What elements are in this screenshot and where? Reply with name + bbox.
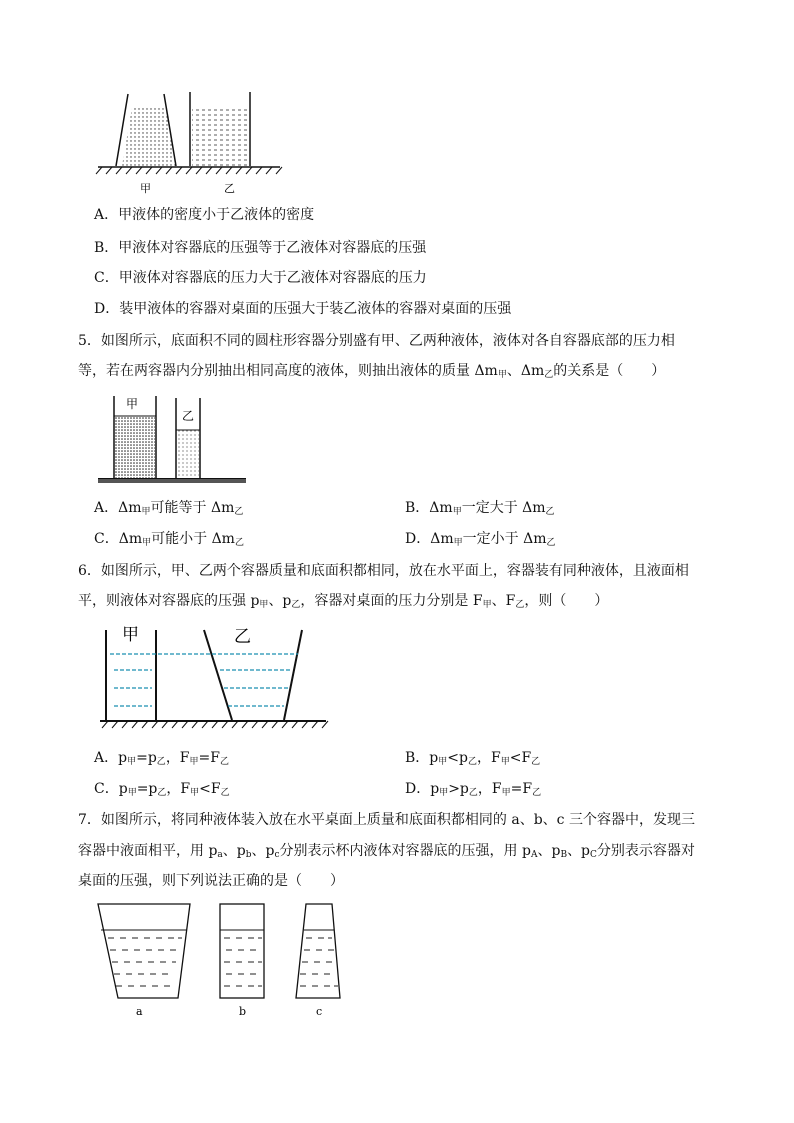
q6-figure: [98, 620, 330, 738]
q5-container-jia-liquid: [115, 416, 155, 478]
q5-option-d: D．$\Delta m_甲$一定小于 $\Delta m_乙$: [405, 531, 556, 548]
q5-container-yi-liquid: [177, 430, 199, 478]
q5-option-c: C．$\Delta m_甲$可能小于 $\Delta m_乙$: [94, 531, 244, 548]
q4-container-yi-liquid: [192, 106, 248, 166]
q6-label-jia: 甲: [122, 625, 139, 645]
q4-option-c: C．甲液体对容器底的压力大于乙液体对容器底的压力: [94, 270, 427, 286]
q6-option-d: D．$p_甲>p_乙$，$F_甲=F_乙$: [405, 781, 542, 798]
q4-figure: [94, 88, 284, 198]
q5-label-yi: 乙: [182, 409, 195, 423]
q6-text-line2: 平，则液体对容器底的压强 $p_甲$、$p_乙$，容器对桌面的压力分别是 $F_甲$、$F_乙$，则（ ）: [78, 593, 609, 610]
q7-container-c: [296, 904, 340, 998]
q7-container-b: [220, 904, 264, 998]
q6-option-b: B．$p_甲<p_乙$，$F_甲<F_乙$: [405, 750, 541, 767]
q6-label-yi: 乙: [234, 627, 251, 647]
q6-container-yi: [204, 630, 232, 720]
q7-text-line3: 桌面的压强，则下列说法正确的是（ ）: [78, 873, 344, 889]
q6-option-c: C．$p_甲=p_乙$，$F_甲<F_乙$: [94, 781, 230, 798]
q5-text-line1: 5．如图所示，底面积不同的圆柱形容器分别盛有甲、乙两种液体，液体对各自容器底部的压力相: [78, 333, 675, 349]
q7-figure: [94, 900, 354, 1025]
q6-text-line1: 6．如图所示，甲、乙两个容器质量和底面积都相同，放在水平面上，容器装有同种液体，且液面相: [78, 563, 689, 579]
q7-label-a: a: [136, 1005, 143, 1018]
q7-label-c: c: [316, 1005, 323, 1018]
q4-option-a: A．甲液体的密度小于乙液体的密度: [94, 207, 315, 223]
q5-figure: [94, 390, 254, 490]
q4-option-b: B．甲液体对容器底的压强等于乙液体对容器底的压强: [94, 240, 427, 256]
q5-option-b: B．$\Delta m_甲$一定大于 $\Delta m_乙$: [405, 500, 555, 517]
q7-text-line2: 容器中液面相平，用 $p_a$、$p_b$、$p_c$分别表示杯内液体对容器底的压强，用 $p_A$、$p_B$、$p_C$分别表示容器对: [78, 843, 695, 860]
q6-option-a: A．$p_甲=p_乙$，$F_甲=F_乙$: [94, 750, 230, 767]
q7-text-line1: 7．如图所示，将同种液体装入放在水平桌面上质量和底面积都相同的 a、b、c 三个容器中，发现三: [78, 812, 695, 828]
q7-label-b: b: [239, 1005, 247, 1018]
q5-option-a: A．$\Delta m_甲$可能等于 $\Delta m_乙$: [94, 500, 244, 517]
q7-container-a: [98, 904, 190, 998]
q4-label-jia: 甲: [140, 182, 151, 195]
q4-label-yi: 乙: [224, 182, 235, 195]
q4-option-d: D．装甲液体的容器对桌面的压强大于装乙液体的容器对桌面的压强: [94, 301, 512, 317]
q5-label-jia: 甲: [126, 397, 139, 411]
q5-text-line2: 等，若在两容器内分别抽出相同高度的液体，则抽出液体的质量 $\Delta m_甲$、$\Delta m_乙$的关系是（ ）: [78, 363, 666, 380]
